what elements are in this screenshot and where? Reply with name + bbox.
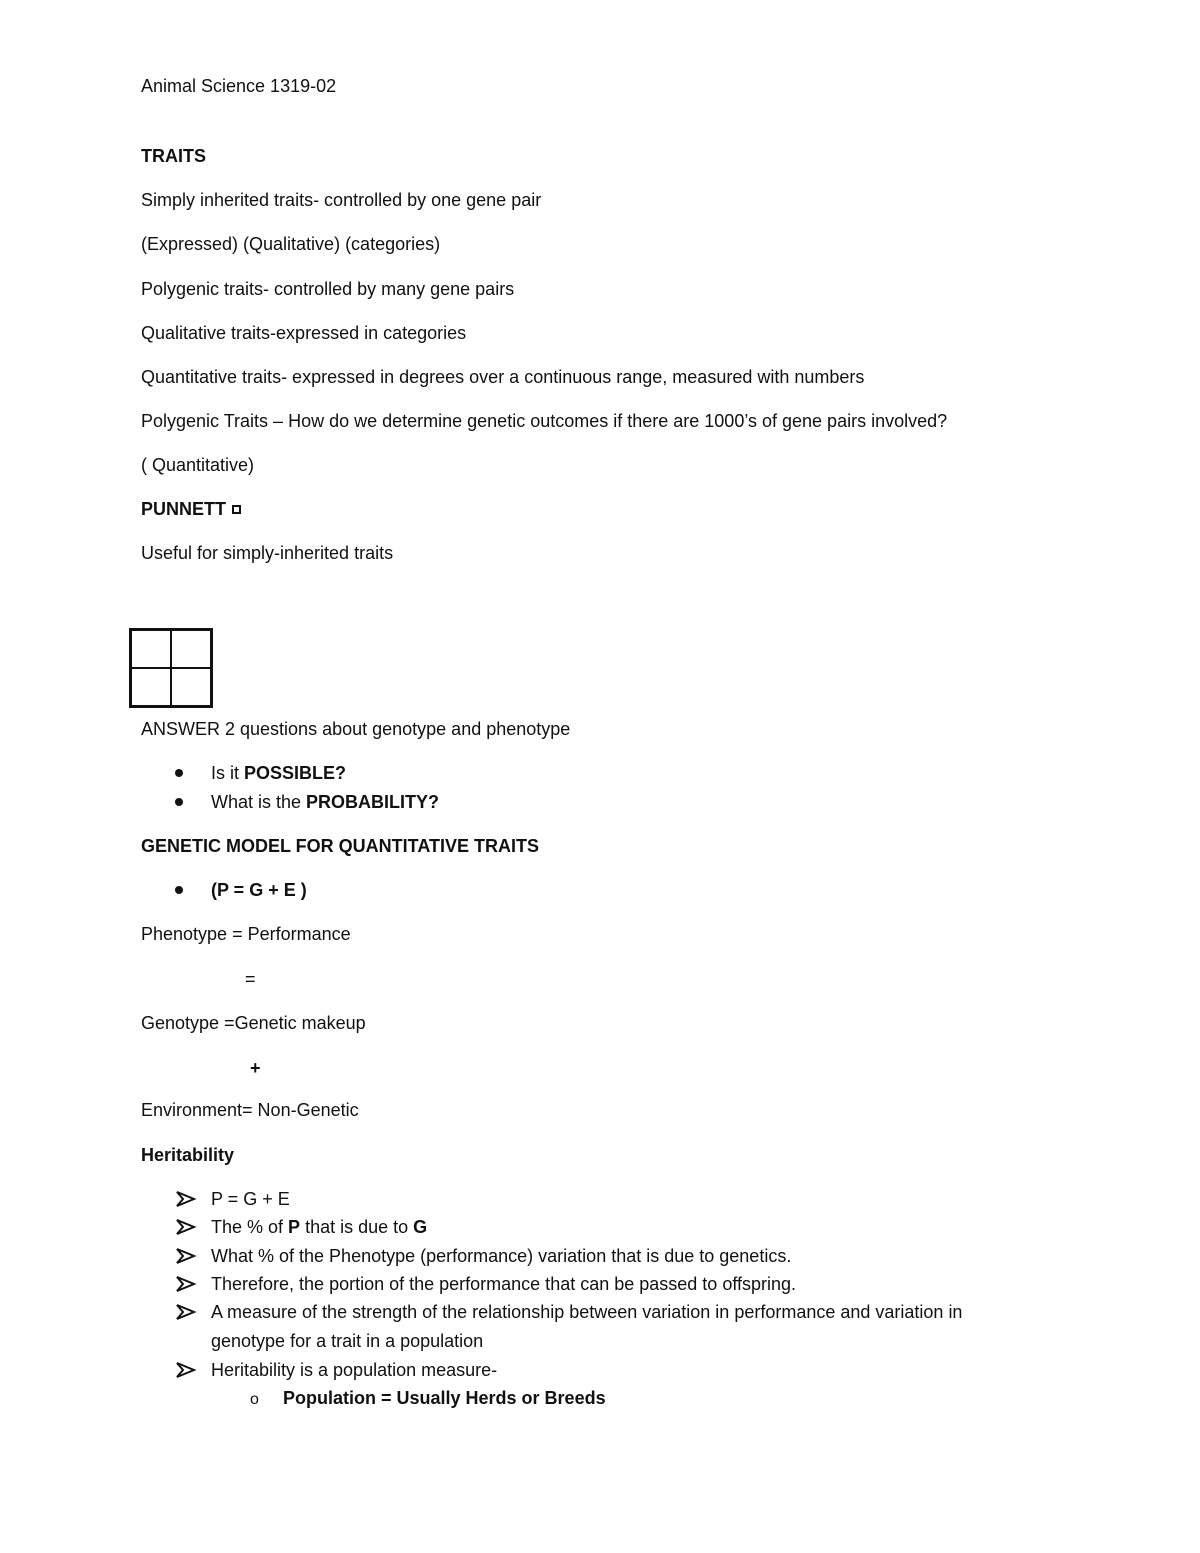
traits-line-3: Polygenic traits- controlled by many gene pairs — [141, 279, 515, 299]
heritability-heading: Heritability — [141, 1145, 235, 1165]
traits-line-4: Qualitative traits-expressed in categories — [141, 323, 467, 343]
course-title: Animal Science 1319-02 — [141, 76, 337, 96]
heritability-item-2 — [211, 1216, 427, 1238]
bullet-icon — [173, 879, 185, 901]
genotype-line: Genotype =Genetic makeup — [141, 1013, 366, 1033]
answer-bullet-1 — [211, 762, 346, 784]
heritability-item-5-line-1: A measure of the strength of the relationship between variation in performance and variation in — [211, 1302, 963, 1322]
item-text: that is due to — [300, 1217, 414, 1237]
arrow-bullet-icon — [175, 1359, 197, 1381]
arrow-bullet-icon — [175, 1273, 197, 1295]
punnett-heading-label: PUNNETT — [141, 499, 226, 519]
bullet-icon — [173, 762, 185, 784]
traits-line-6: Polygenic Traits – How do we determine genetic outcomes if there are 1000’s of gene pairs involved? — [141, 411, 948, 431]
traits-line-7: ( Quantitative) — [141, 455, 255, 475]
traits-heading: TRAITS — [141, 146, 206, 166]
traits-line-1: Simply inherited traits- controlled by one gene pair — [141, 190, 542, 210]
model-heading: GENETIC MODEL FOR QUANTITATIVE TRAITS — [141, 836, 539, 856]
arrow-bullet-icon — [175, 1188, 197, 1210]
answer-intro: ANSWER 2 questions about genotype and phenotype — [141, 719, 571, 739]
plus-sign: + — [250, 1058, 261, 1078]
equals-sign: = — [245, 969, 256, 989]
arrow-bullet-icon — [175, 1245, 197, 1267]
punnett-note: Useful for simply-inherited traits — [141, 543, 394, 563]
arrow-bullet-icon — [175, 1216, 197, 1238]
heritability-item-4: Therefore, the portion of the performance that can be passed to offspring. — [211, 1274, 797, 1294]
item-bold-text: P — [288, 1217, 301, 1237]
heritability-item-6: Heritability is a population measure- — [211, 1360, 498, 1380]
punnett-cell — [171, 668, 211, 706]
punnett-square — [129, 628, 213, 708]
traits-line-2: (Expressed) (Qualitative) (categories) — [141, 234, 441, 254]
bullet-bold-text: PROBABILITY? — [306, 792, 440, 812]
traits-line-5: Quantitative traits- expressed in degrees over a continuous range, measured with numbers — [141, 367, 865, 387]
heritability-item-1: P = G + E — [211, 1189, 290, 1209]
environment-line: Environment= Non-Genetic — [141, 1100, 359, 1120]
punnett-cell — [171, 630, 211, 668]
bullet-bold-text: POSSIBLE? — [244, 763, 347, 783]
answer-bullet-2 — [211, 791, 439, 813]
punnett-cell — [131, 630, 171, 668]
punnett-cell — [131, 668, 171, 706]
punnett-heading — [141, 498, 241, 520]
item-text: The % of — [211, 1217, 289, 1237]
heritability-item-5-line-2: genotype for a trait in a population — [211, 1331, 484, 1351]
phenotype-line: Phenotype = Performance — [141, 924, 351, 944]
bullet-text: What is the — [211, 792, 307, 812]
sub-bullet-marker: o — [250, 1391, 259, 1408]
item-bold-text: G — [413, 1217, 428, 1237]
heritability-subitem: Population = Usually Herds or Breeds — [283, 1388, 606, 1408]
heritability-item-3: What % of the Phenotype (performance) variation that is due to genetics. — [211, 1246, 792, 1266]
bullet-text: Is it — [211, 763, 245, 783]
bullet-icon — [173, 791, 185, 813]
arrow-bullet-icon — [175, 1301, 197, 1323]
model-formula: (P = G + E ) — [211, 880, 307, 900]
square-icon — [232, 505, 241, 514]
